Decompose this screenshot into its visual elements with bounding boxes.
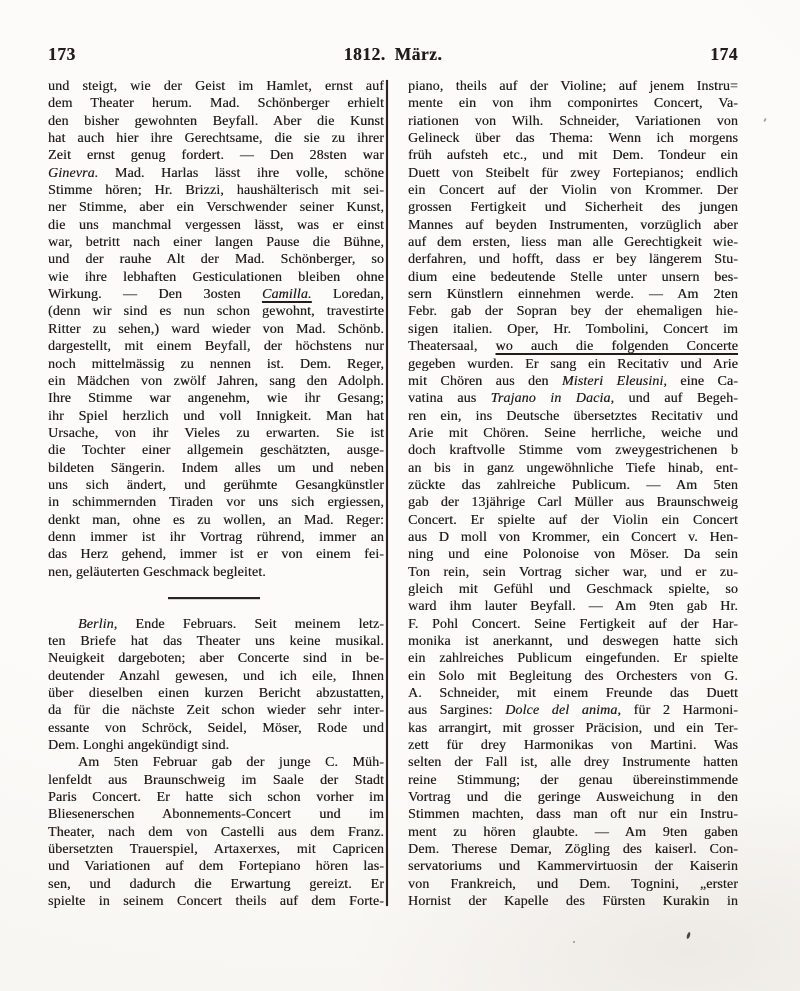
text-segment: ein Concert auf der Violin von Krommer. Der [408, 183, 738, 199]
text-line [48, 893, 384, 910]
emphasized-text: Trajano in Dacia [490, 391, 611, 407]
text-line [48, 95, 384, 112]
text-line [48, 529, 384, 546]
text-segment: monika ist anerkannt, und deswegen hatte sich [408, 634, 738, 649]
text-segment: Dem. Longhi angekündigt sind. [48, 738, 230, 754]
text-line [408, 95, 738, 112]
text-segment: ning und eine Polonoise von Möser. Da sein [408, 547, 738, 563]
text-line [408, 165, 738, 182]
text-line [408, 512, 738, 529]
text-segment: Am 5ten Februar gab der junge C. Müh- [78, 755, 384, 771]
text-segment: Wirkung. — Den 3osten [48, 287, 262, 303]
ink-speck [686, 932, 691, 940]
text-line [408, 217, 738, 234]
text-segment: aus D moll von Krommer, ein Concert v. Hen- [408, 529, 738, 545]
text-line [408, 754, 738, 771]
text-segment: Mannes auf beyden Instrumenten, vorzüglich aber [408, 217, 738, 233]
text-line [48, 876, 384, 893]
text-segment: Paris Concert. Er hatte sich schon vorher im [48, 790, 384, 806]
emphasized-text: Misteri Eleusini [561, 373, 664, 389]
text-line [408, 425, 738, 442]
text-segment: Vortrag und die geringe Ausweichung in den [408, 790, 738, 806]
text-segment: Bliesenerschen Abonnements-Concert und im [48, 807, 384, 823]
text-line [48, 633, 384, 650]
text-segment: denkt man, ohne es zu wollen, an Mad. Reger: [48, 512, 384, 528]
text-line [408, 442, 738, 459]
text-segment: ein zahlreiches Publicum eingefunden. Er spielte [408, 651, 738, 667]
text-segment: ment zu hören glaubte. — Am 9ten gaben [408, 824, 738, 840]
text-segment: auf dem ersten, liess man alle Gerechtigkeit wie- [408, 235, 738, 251]
text-line [408, 841, 738, 858]
text-line [48, 668, 384, 685]
text-segment: Mad. Harlas lässt ihre volle, schöne [98, 165, 384, 181]
text-segment: über dieselben einen kurzen Bericht abzustatten, [48, 686, 384, 702]
text-line [408, 373, 738, 390]
text-segment: das Herz gehend, immer ist er von einem fei- [48, 547, 384, 563]
text-line [408, 616, 738, 633]
text-segment: riationen von Wilh. Schneider, Variationen von [408, 113, 738, 129]
text-line [408, 546, 738, 563]
text-segment: Ritter zu sehen,) ward wieder von Mad. Schönb. [48, 321, 384, 337]
text-segment: Arie mit Chören. Seine herrliche, weiche und [408, 425, 738, 441]
text-line [408, 286, 738, 303]
header-date [344, 44, 443, 65]
text-segment: ner Stimme, aber ein Verschwender seiner Kunst, [48, 200, 384, 216]
text-line [48, 442, 384, 459]
text-segment: in schimmernden Tiraden vor uns sich ergiessen, [48, 495, 384, 511]
text-segment: dargestellt, mit einem Beyfall, der höchstens nur [48, 339, 384, 355]
text-line [408, 789, 738, 806]
text-segment: A. Schneider, mit einem Freunde das Duett [408, 686, 738, 702]
text-segment: und Variationen auf dem Fortepiano hören las- [48, 859, 384, 875]
text-segment: die uns manchmal vergessen lässt, was er einst [48, 217, 384, 233]
text-line [48, 147, 384, 164]
text-line [408, 772, 738, 789]
emphasized-text: wo auch die folgenden Concerte [495, 339, 738, 355]
text-segment: ten Briefe hat das Theater uns keine musikal. [48, 634, 384, 649]
text-line [408, 338, 738, 355]
text-line [408, 234, 738, 251]
text-line [48, 182, 384, 199]
text-line [48, 425, 384, 442]
text-segment: sigen italien. Oper, Hr. Tombolini, Concert im [408, 321, 738, 337]
text-line [48, 650, 384, 667]
text-segment: , eine Ca- [663, 373, 738, 389]
text-segment: denn immer ist ihr Vortrag rührend, immer an [48, 529, 384, 545]
text-line [48, 685, 384, 702]
text-segment: war, betritt nach einer langen Pause die Bühne, [48, 235, 384, 251]
text-segment: nen, geläuterten Geschmack begleitet. [48, 564, 266, 580]
column-divider-rule [386, 80, 388, 906]
text-line [408, 876, 738, 893]
text-segment: noch mittelmässig zu nennen ist. Dem. Reger, [48, 356, 384, 372]
ink-speck [763, 118, 767, 122]
text-line [408, 685, 738, 702]
text-line [48, 841, 384, 858]
text-line [408, 182, 738, 199]
text-segment: lenfeldt aus Braunschweig im Saale der Stadt [48, 772, 384, 788]
text-segment: kas arrangirt, mit grosser Präcision, und ein Ter- [408, 720, 738, 736]
text-segment: Ihre Stimme war angenehm, wie ihr Gesang; [48, 391, 384, 407]
text-segment: die Tochter einer allgemein geschätzten, ausge- [48, 443, 384, 459]
text-line [48, 269, 384, 286]
text-segment: und der rauhe Alt der Mad. Schönberger, so [48, 252, 384, 268]
text-segment: sern Künstlern einnehmen werde. — Am 2ten [408, 287, 738, 303]
text-line [48, 303, 384, 320]
text-segment: sen, und dadurch die Erwartung gereizt. Er [48, 876, 384, 892]
text-line [408, 356, 738, 373]
text-segment: wie ihre lebhaften Gesticulationen bleiben ohne [48, 269, 384, 285]
text-line [48, 720, 384, 737]
text-segment: übersetzten Trauerspiel, Artaxerxes, mit Capricen [48, 842, 384, 858]
text-line [408, 824, 738, 841]
text-segment: deutender Anzahl gewesen, und ich eile, Ihnen [48, 668, 384, 684]
text-segment: aus Sargines: [408, 703, 506, 719]
text-line [408, 251, 738, 268]
text-line [408, 702, 738, 719]
text-line [48, 616, 384, 633]
text-line [48, 806, 384, 823]
text-segment: bildeten Sängerin. Indem alles um und neben [48, 460, 384, 476]
text-segment: von Frankreich, und Dem. Tognini, „erster [408, 876, 738, 892]
text-segment: ihr Spiel herzlich und voll Innigkeit. Man hat [48, 408, 384, 424]
text-line [408, 78, 738, 95]
text-segment: ward ihm lauter Beyfall. — Am 9ten gab Hr. [408, 599, 738, 615]
text-segment: den bisher gewohnten Beyfall. Aber die Kunst [48, 113, 384, 129]
text-line [48, 789, 384, 806]
text-segment: früh aufsteh etc., und mit Dem. Tondeur ein [408, 148, 738, 164]
header-month: März. [394, 44, 443, 64]
page-header [48, 44, 752, 65]
text-line [408, 581, 738, 598]
text-segment: (denn wir sind es nun schon gewohnt, travestirte [48, 304, 384, 320]
left-column [48, 78, 384, 911]
right-column [408, 78, 738, 911]
text-segment: und steigt, wie der Geist im Hamlet, ernst auf [48, 79, 384, 94]
text-line [408, 390, 738, 407]
text-line [48, 199, 384, 216]
text-line [48, 217, 384, 234]
text-line [408, 598, 738, 615]
text-line [48, 408, 384, 425]
text-segment: Ton rein, sein Vortrag sicher war, und er zu- [408, 564, 738, 580]
text-segment: Neuigkeit dargeboten; aber Concerte sind in be- [48, 651, 384, 667]
section-divider-rule [48, 581, 384, 616]
text-segment: reine Stimmung; der genau übereinstimmende [408, 772, 738, 788]
text-line [48, 477, 384, 494]
text-line [48, 165, 384, 182]
text-segment: ein Mädchen von zwölf Jahren, sang den Adolph. [48, 373, 384, 389]
text-segment: Concert. Er spielte auf der Violin ein Concert [408, 512, 738, 528]
text-segment: piano, theils auf der Violine; auf jenem Instru= [408, 79, 738, 94]
text-line [408, 633, 738, 650]
emphasized-text: Berlin [78, 616, 114, 632]
text-line [48, 754, 384, 771]
text-segment: Gelineck über das Thema: Wenn ich morgens [408, 131, 738, 147]
text-line [408, 460, 738, 477]
text-segment: spielte in seinem Concert theils auf dem Forte- [48, 894, 384, 910]
text-line [48, 494, 384, 511]
text-segment: Stimmen machten, dass man oft nur ein Instru- [408, 807, 738, 823]
text-line [408, 737, 738, 754]
text-segment: an bis in ganz ungewöhnliche Tiefe hinab, ent- [408, 460, 738, 476]
text-line [48, 338, 384, 355]
text-segment: dium eine bedeutende Stelle unter unsern bes- [408, 269, 738, 285]
text-line [48, 772, 384, 789]
text-line [48, 286, 384, 303]
text-line [48, 356, 384, 373]
text-line [408, 564, 738, 581]
text-line [48, 460, 384, 477]
text-line [408, 477, 738, 494]
text-segment: zückte das zahlreiche Publicum. — Am 5ten [408, 477, 738, 493]
text-line [48, 321, 384, 338]
text-segment: F. Pohl Concert. Seine Fertigkeit auf der Har- [408, 616, 738, 632]
text-segment: , und auf Begeh- [610, 391, 738, 407]
emphasized-text: Dolce del anima [505, 703, 618, 719]
text-segment: servatoriums und Kammervirtuosin der Kaiserin [408, 859, 738, 875]
text-line [48, 737, 384, 754]
text-line [408, 529, 738, 546]
text-segment: grossen Fertigkeit und Sicherheit des jungen [408, 200, 738, 216]
text-segment: ren ein, ins Deutsche übersetztes Recitativ und [408, 408, 738, 424]
text-segment: essante von Schröck, Seidel, Möser, Rode und [48, 720, 384, 736]
text-line [48, 564, 384, 581]
text-segment: mit Chören aus den [408, 373, 562, 389]
text-line [48, 858, 384, 875]
emphasized-text: Camilla. [261, 287, 312, 303]
text-segment: , Ende Februars. Seit meinem letz- [113, 616, 384, 632]
text-line [408, 269, 738, 286]
text-line [48, 78, 384, 95]
text-line [408, 147, 738, 164]
text-segment: doch kraftvolle Stimme vom zweygestrichenen b [408, 443, 738, 459]
text-line [48, 130, 384, 147]
text-line [408, 806, 738, 823]
text-segment: Ursache, von ihr Vieles zu erwarten. Sie ist [48, 425, 384, 441]
text-line [408, 650, 738, 667]
text-line [408, 321, 738, 338]
text-line [48, 824, 384, 841]
text-segment: zett für drey Harmonikas von Martini. Was [408, 738, 738, 754]
text-segment: Duett von Steibelt für zwey Fortepianos; endlich [408, 165, 738, 181]
text-segment: gleich mit Gefühl und Geschmack spielte, so [408, 581, 738, 597]
text-segment: Loredan, [311, 287, 384, 303]
text-line [48, 234, 384, 251]
text-line [48, 702, 384, 719]
text-segment: Hornist der Kapelle des Fürsten Kurakin in [408, 894, 738, 910]
divider-line [168, 597, 260, 599]
text-segment: , für 2 Harmoni- [617, 703, 738, 719]
text-line [408, 668, 738, 685]
text-line [408, 858, 738, 875]
text-line [408, 408, 738, 425]
text-segment: hat auch hier ihre Gerechtsame, die sie zu ihrer [48, 131, 384, 147]
ink-speck [573, 941, 575, 943]
emphasized-text: Ginevra. [48, 165, 99, 181]
text-segment: Febr. gab der Sopran bey der ehemaligen hie- [408, 304, 738, 320]
text-line [408, 720, 738, 737]
text-segment: Zeit ernst genug fordert. — Den 28sten war [48, 148, 384, 164]
page-number-left: 173 [48, 44, 76, 64]
text-line [48, 512, 384, 529]
text-line [48, 113, 384, 130]
text-line [408, 113, 738, 130]
text-segment: dem Theater herum. Mad. Schönberger erhielt [48, 96, 384, 112]
text-segment: uns sich ändert, und gerühmte Gesangkünstler [48, 477, 384, 493]
text-segment: Theatersaal, [408, 339, 496, 355]
text-segment: derfahren, und hofft, dass er bey längerem Stu- [408, 252, 738, 268]
text-line [48, 390, 384, 407]
header-year: 1812. [343, 44, 386, 64]
text-line [48, 373, 384, 390]
text-segment: da für die nächste Zeit schon wieder sehr inter- [48, 703, 384, 719]
text-line [48, 546, 384, 563]
text-segment: Stimme hören; Hr. Brizzi, haushälterisch mit sei- [48, 183, 384, 199]
text-line [408, 199, 738, 216]
text-line [408, 494, 738, 511]
text-line [408, 303, 738, 320]
text-segment: gegeben wurden. Er sang ein Recitativ und Arie [408, 356, 738, 372]
text-segment: ein Solo mit Begleitung des Orchesters von G. [408, 668, 738, 684]
text-segment: selten der Fall ist, alle drey Instrumente hatten [408, 755, 738, 771]
page-number-right: 174 [710, 44, 738, 64]
text-line [408, 130, 738, 147]
text-segment: Theater, nach dem von Castelli aus dem Franz. [48, 824, 384, 840]
text-segment: mente ein von ihm componirtes Concert, Va- [408, 96, 738, 112]
text-line [408, 893, 738, 910]
text-segment: vatina aus [408, 391, 491, 407]
text-line [48, 251, 384, 268]
text-segment: gab der 13jährige Carl Müller aus Braunschweig [408, 495, 738, 511]
text-segment: Dem. Therese Demar, Zögling des kaiserl. Con- [408, 842, 738, 858]
